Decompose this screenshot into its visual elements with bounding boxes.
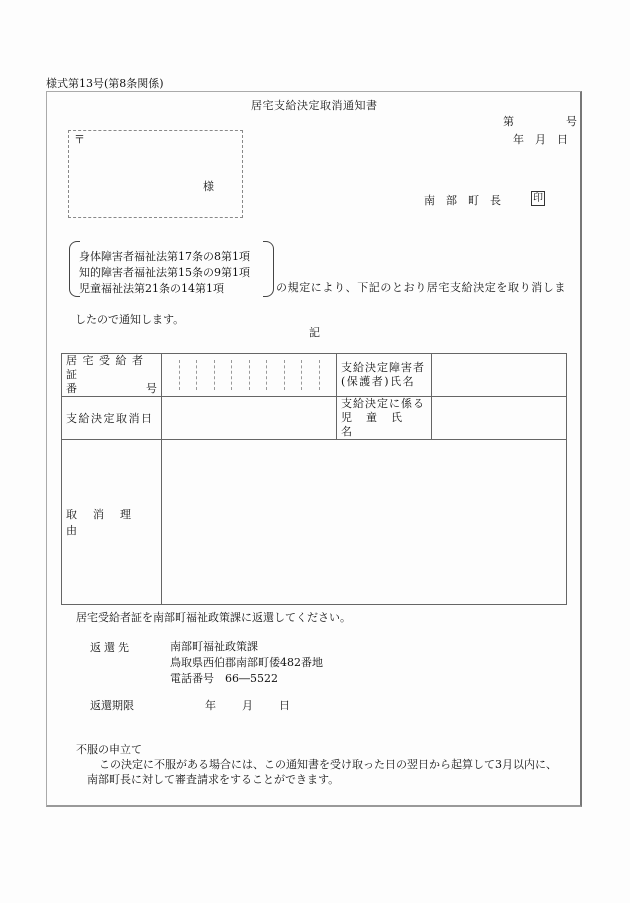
cert-number-label [62,354,162,397]
cert-number-label-line1 [66,354,157,382]
year-label: 年 [513,133,524,146]
return-to-line: 南部町福祉政策課 [170,640,258,653]
return-due-date [205,697,290,713]
year-label: 年 [205,699,216,712]
cert-digit-cell[interactable] [320,360,337,390]
label-text: (保護者)氏名 [341,375,416,388]
cert-digit-cell[interactable] [302,360,320,390]
form-number: 様式第13号(第8条関係) [46,77,164,90]
label-text: 号 [146,382,157,395]
day-label: 日 [557,133,568,146]
cert-digit-cell[interactable] [197,360,215,390]
return-due-label: 返還期限 [90,699,134,712]
cert-digit-cell[interactable] [215,360,233,390]
body-text: の規定により、下記のとおり居宅支給決定を取り消しま [276,281,566,294]
number-prefix: 第 [503,115,514,128]
objection-text: この決定に不服がある場合には、この通知書を受け取った日の翌日から起算して3月以内に、 [99,758,557,771]
reason-field[interactable] [162,440,567,605]
guardian-name-label [337,354,432,397]
return-to-line: 鳥取県西伯郡南部町倭482番地 [170,656,323,669]
return-to-line: 電話番号 66―5522 [170,672,278,685]
cert-digit-cell[interactable] [180,360,198,390]
label-text: 支給決定取消日 [66,412,154,425]
issue-date-line [513,131,568,147]
document-title: 居宅支給決定取消通知書 [251,99,378,112]
postal-mark: 〒 [74,133,85,146]
cert-number-label-line2 [66,382,157,396]
label-text: 取消理由 [66,508,147,537]
honorific: 様 [203,180,214,193]
issuer-name: 南部町長 [424,194,512,207]
return-notice: 居宅受給者証を南部町福祉政策課に返還してください。 [76,611,351,624]
details-table [61,353,567,605]
cancel-date-field[interactable] [162,397,337,440]
child-name-label [337,397,432,440]
return-to-label: 返還先 [90,641,132,654]
cert-number-field[interactable] [162,354,337,397]
label-text: 児童氏名 [341,411,416,438]
label-text: 支給決定障害者 [341,361,425,374]
cert-digit-cell[interactable] [162,360,180,390]
cancel-date-label [62,397,162,440]
guardian-name-field[interactable] [432,354,567,397]
cert-digit-cell[interactable] [285,360,303,390]
label-text: 支給決定に係る [341,397,425,410]
ki-heading: 記 [309,326,320,339]
month-label: 月 [242,699,253,712]
law-line: 知的障害者福祉法第15条の9第1項 [79,266,250,279]
objection-text-continued: 南部町長に対して審査請求をすることができます。 [87,773,340,786]
seal-mark: 印 [533,193,543,204]
recipient-address-box[interactable] [68,130,243,218]
number-suffix: 号 [566,115,577,128]
body-text-continued: したので通知します。 [75,313,185,326]
document-number-line [503,113,577,129]
objection-title: 不服の申立て [76,743,142,756]
right-bracket [263,241,274,297]
child-name-field[interactable] [432,397,567,440]
label-text: 居宅受給者証 [66,354,149,381]
month-label: 月 [535,133,546,146]
cert-digit-cell[interactable] [267,360,285,390]
law-line: 身体障害者福祉法第17条の8第1項 [79,250,250,263]
reason-label [62,440,162,605]
cert-digit-cells [162,360,336,390]
label-text: 番 [66,382,77,395]
law-line: 児童福祉法第21条の14第1項 [79,282,224,295]
day-label: 日 [279,699,290,712]
cert-digit-cell[interactable] [250,360,268,390]
cert-digit-cell[interactable] [232,360,250,390]
